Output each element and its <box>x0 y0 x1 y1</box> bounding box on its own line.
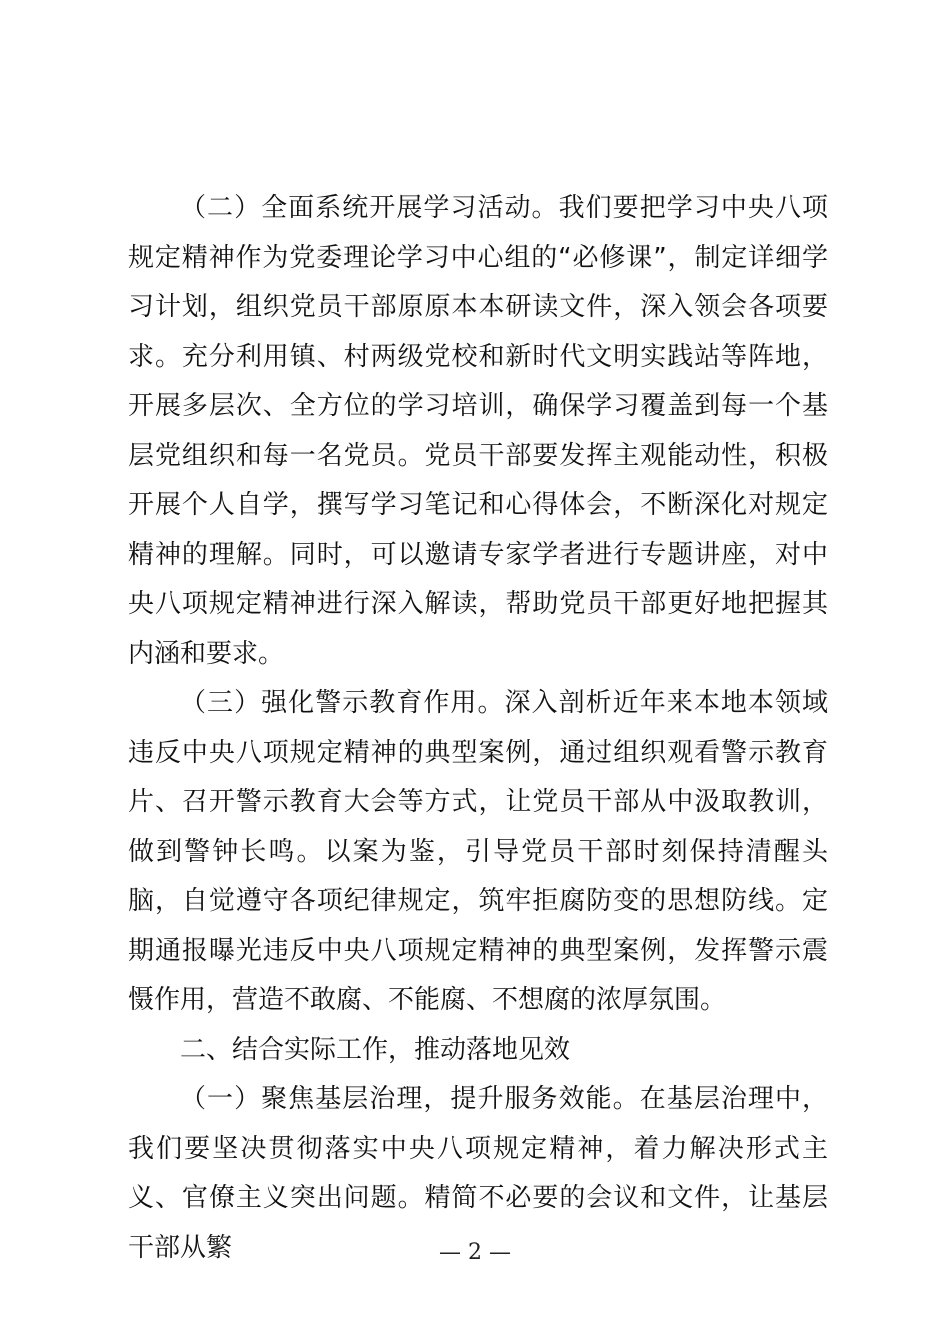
paragraph-grassroots-governance: （一）聚焦基层治理，提升服务效能。在基层治理中，我们要坚决贯彻落实中央八项规定精神，着力解决形式主义、官僚主义突出问题。精简不必要的会议和文件，让基层干部从繁 <box>128 1084 828 1263</box>
page-number: — 2 — <box>439 1240 511 1265</box>
paragraph-warning-education: （三）强化警示教育作用。深入剖析近年来本地本领域违反中央八项规定精神的典型案例，通过组织观看警示教育片、召开警示教育大会等方式，让党员干部从中汲取教训，做到警钟长鸣。以案为鉴，引导党员干部时刻保持清醒头脑，自觉遵守各项纪律规定，筑牢拒腐防变的思想防线。定期通报曝光违反中央八项规定精神的典型案例，发挥警示震慑作用，营造不敢腐、不能腐、不想腐的浓厚氛围。 <box>128 688 828 1015</box>
paragraph-study-activities: （二）全面系统开展学习活动。我们要把学习中央八项规定精神作为党委理论学习中心组的“必修课”，制定详细学习计划，组织党员干部原原本本研读文件，深入领会各项要求。充分利用镇、村两级党校和新时代文明实践站等阵地，开展多层次、全方位的学习培训，确保学习覆盖到每一个基层党组织和每一名党员。党员干部要发挥主观能动性，积极开展个人自学，撰写学习笔记和心得体会，不断深化对规定精神的理解。同时，可以邀请专家学者进行专题讲座，对中央八项规定精神进行深入解读，帮助党员干部更好地把握其内涵和要求。 <box>128 193 828 669</box>
document-body <box>128 184 828 1273</box>
section-heading: 二、结合实际工作，推动落地见效 <box>180 1034 571 1065</box>
